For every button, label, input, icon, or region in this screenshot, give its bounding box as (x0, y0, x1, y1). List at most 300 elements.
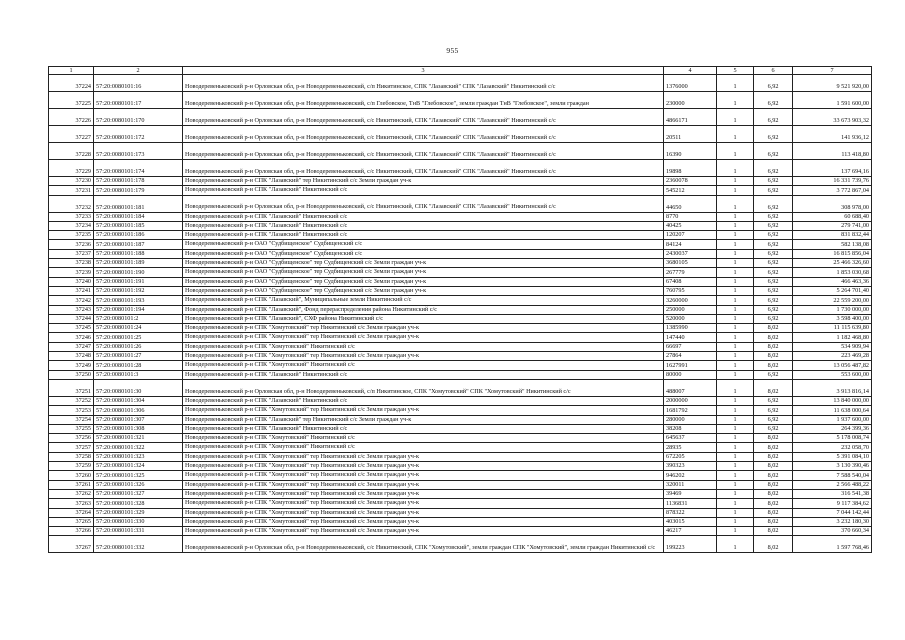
cadastral-number: 57:20:0080101:325 (94, 471, 183, 480)
cadastral-number: 57:20:0080101:330 (94, 517, 183, 526)
cadastral-value-cell: 223 469,28 (793, 352, 872, 361)
cadastral-value-cell: 1 937 600,00 (793, 415, 872, 424)
row-number: 37226 (49, 109, 94, 126)
rate-cell: 6,92 (754, 415, 793, 424)
rate-cell: 6,92 (754, 296, 793, 305)
table-row (49, 212, 872, 221)
count-cell: 1 (717, 277, 754, 286)
area-cell: 28935 (664, 443, 717, 452)
address-cell: Новодеревеньковский р-н ОАО "Судбищенское" тер Судбищенский с/с Земли граждан уч-к (183, 259, 664, 268)
cadastral-value-cell: 16 815 856,04 (793, 249, 872, 258)
row-number: 37241 (49, 286, 94, 295)
cadastral-value-cell: 553 600,00 (793, 370, 872, 379)
table-row (49, 177, 872, 186)
cadastral-number: 57:20:0080101:188 (94, 249, 183, 258)
row-number: 37224 (49, 75, 94, 92)
page-number: 955 (446, 46, 459, 55)
row-number: 37252 (49, 396, 94, 405)
count-cell: 1 (717, 160, 754, 177)
cadastral-number: 57:20:0080101:28 (94, 361, 183, 370)
rate-cell: 6,92 (754, 305, 793, 314)
area-cell: 84124 (664, 240, 717, 249)
rate-cell: 8,02 (754, 452, 793, 461)
cadastral-value-cell: 582 138,08 (793, 240, 872, 249)
table-row (49, 489, 872, 498)
table-row (49, 352, 872, 361)
count-cell: 1 (717, 379, 754, 396)
cadastral-value-cell: 5 178 008,74 (793, 434, 872, 443)
cadastral-value-cell: 13 840 000,00 (793, 396, 872, 405)
rate-cell: 6,92 (754, 406, 793, 415)
cadastral-number: 57:20:0080101:192 (94, 286, 183, 295)
cadastral-number: 57:20:0080101:2 (94, 314, 183, 323)
area-cell: 16390 (664, 143, 717, 160)
address-cell: Новодеревеньковский р-н СПК "Хомутовский" тер Никитинский с/с Земли граждан уч-к (183, 508, 664, 517)
cadastral-number: 57:20:0080101:186 (94, 231, 183, 240)
row-number: 37261 (49, 480, 94, 489)
rate-cell: 8,02 (754, 471, 793, 480)
cadastral-value-cell: 370 660,34 (793, 527, 872, 536)
count-cell: 1 (717, 333, 754, 342)
count-cell: 1 (717, 75, 754, 92)
area-cell: 946202 (664, 471, 717, 480)
table-row (49, 305, 872, 314)
rate-cell: 6,92 (754, 277, 793, 286)
row-number: 37234 (49, 221, 94, 230)
area-cell: 1376000 (664, 75, 717, 92)
table-row (49, 324, 872, 333)
column-header: 2 (94, 67, 183, 75)
rate-cell: 6,92 (754, 195, 793, 212)
cadastral-number: 57:20:0080101:172 (94, 126, 183, 143)
table-row (49, 231, 872, 240)
address-cell: Новодеревеньковский р-н Орловская обл, р-н Новодеревеньковский, с/с Никитинский, СПК "Лазавский" СПК "Лазавский" Никитинский с/с (183, 126, 664, 143)
count-cell: 1 (717, 177, 754, 186)
table-row (49, 424, 872, 433)
cadastral-value-cell: 232 058,70 (793, 443, 872, 452)
count-cell: 1 (717, 195, 754, 212)
address-cell: Новодеревеньковский р-н СПК "Хомутовский" тер Никитинский с/с Земли граждан уч-к (183, 489, 664, 498)
count-cell: 1 (717, 452, 754, 461)
address-cell: Новодеревеньковский р-н Орловская обл, р-н Новодеревеньковский, с/п Никитинское, СПК "Хомутовский" СПК "Хомутовский" Никитинский с/с (183, 379, 664, 396)
row-number: 37256 (49, 434, 94, 443)
count-cell: 1 (717, 443, 754, 452)
table-row (49, 480, 872, 489)
cadastral-value-cell: 1 853 030,68 (793, 268, 872, 277)
count-cell: 1 (717, 286, 754, 295)
address-cell: Новодеревеньковский р-н СПК "Лазавский" тер Никитинский с/с Земли граждан уч-к (183, 177, 664, 186)
row-number: 37247 (49, 342, 94, 351)
address-cell: Новодеревеньковский р-н СПК "Лазавский" Никитинский с/с (183, 231, 664, 240)
cadastral-number: 57:20:0080101:26 (94, 342, 183, 351)
cadastral-value-cell: 22 559 200,00 (793, 296, 872, 305)
address-cell: Новодеревеньковский р-н ОАО "Судбищенское" Судбищенский с/с (183, 249, 664, 258)
address-cell: Новодеревеньковский р-н СПК "Лазавский" Никитинский с/с (183, 221, 664, 230)
area-cell: 760795 (664, 286, 717, 295)
address-cell: Новодеревеньковский р-н ОАО "Судбищенское" тер Судбищенский с/с Земли граждан уч-к (183, 277, 664, 286)
table-row (49, 342, 872, 351)
cadastral-value-cell: 831 832,44 (793, 231, 872, 240)
row-number: 37227 (49, 126, 94, 143)
cadastral-number: 57:20:0080101:328 (94, 499, 183, 508)
cadastral-number: 57:20:0080101:185 (94, 221, 183, 230)
address-cell: Новодеревеньковский р-н СПК "Хомутовский" тер Никитинский с/с Земли граждан уч-к (183, 333, 664, 342)
row-number: 37254 (49, 415, 94, 424)
cadastral-value-cell: 5 264 701,40 (793, 286, 872, 295)
cadastral-value-cell: 25 466 326,60 (793, 259, 872, 268)
rate-cell: 8,02 (754, 443, 793, 452)
cadastral-value-cell: 264 399,36 (793, 424, 872, 433)
row-number: 37245 (49, 324, 94, 333)
address-cell: Новодеревеньковский р-н СПК "Лазавский" Никитинский с/с (183, 212, 664, 221)
count-cell: 1 (717, 143, 754, 160)
count-cell: 1 (717, 396, 754, 405)
cadastral-number: 57:20:0080101:3 (94, 370, 183, 379)
count-cell: 1 (717, 305, 754, 314)
row-number: 37253 (49, 406, 94, 415)
cadastral-number: 57:20:0080101:189 (94, 259, 183, 268)
area-cell: 120207 (664, 231, 717, 240)
cadastral-number: 57:20:0080101:323 (94, 452, 183, 461)
area-cell: 20511 (664, 126, 717, 143)
row-number: 37267 (49, 536, 94, 553)
area-cell: 199223 (664, 536, 717, 553)
cadastral-number: 57:20:0080101:17 (94, 92, 183, 109)
table-row (49, 277, 872, 286)
row-number: 37249 (49, 361, 94, 370)
rate-cell: 6,92 (754, 231, 793, 240)
address-cell: Новодеревеньковский р-н ОАО "Судбищенское" Судбищенский с/с (183, 240, 664, 249)
rate-cell: 6,92 (754, 249, 793, 258)
table-row (49, 499, 872, 508)
rate-cell: 6,92 (754, 212, 793, 221)
table-row (49, 268, 872, 277)
row-number: 37230 (49, 177, 94, 186)
cadastral-value-cell: 9 521 920,00 (793, 75, 872, 92)
area-cell: 1136831 (664, 499, 717, 508)
table-row (49, 259, 872, 268)
cadastral-number: 57:20:0080101:187 (94, 240, 183, 249)
area-cell: 403015 (664, 517, 717, 526)
area-cell: 488007 (664, 379, 717, 396)
rate-cell: 8,02 (754, 536, 793, 553)
area-cell: 3680105 (664, 259, 717, 268)
rate-cell: 6,92 (754, 286, 793, 295)
cadastral-number: 57:20:0080101:174 (94, 160, 183, 177)
count-cell: 1 (717, 471, 754, 480)
address-cell: Новодеревеньковский р-н СПК "Лазавский", СХФ района Никитинский с/с (183, 314, 664, 323)
cadastral-number: 57:20:0080101:25 (94, 333, 183, 342)
area-cell: 878322 (664, 508, 717, 517)
area-cell: 250000 (664, 305, 717, 314)
address-cell: Новодеревеньковский р-н СПК "Лазавский" Никитинский с/с (183, 424, 664, 433)
column-header: 7 (793, 67, 872, 75)
cadastral-number: 57:20:0080101:190 (94, 268, 183, 277)
cadastral-number: 57:20:0080101:194 (94, 305, 183, 314)
cadastral-value-cell: 3 232 180,30 (793, 517, 872, 526)
address-cell: Новодеревеньковский р-н Орловская обл, р-н Новодеревеньковский, с/с Никитинский, СПК "Хомутовский", земли граждан СПК "Хомутовский", земли граждан Никитинский с/с (183, 536, 664, 553)
count-cell: 1 (717, 212, 754, 221)
address-cell: Новодеревеньковский р-н Орловская обл, р-н Новодеревеньковский, с/с Никитинский, СПК "Лазавский" СПК "Лазавский" Никитинский с/с (183, 160, 664, 177)
row-number: 37264 (49, 508, 94, 517)
rate-cell: 6,92 (754, 424, 793, 433)
table-row (49, 452, 872, 461)
table-row (49, 126, 872, 143)
rate-cell: 8,02 (754, 342, 793, 351)
table-row (49, 333, 872, 342)
count-cell: 1 (717, 249, 754, 258)
row-number: 37237 (49, 249, 94, 258)
row-number: 37228 (49, 143, 94, 160)
cadastral-number: 57:20:0080101:304 (94, 396, 183, 405)
column-header: 5 (717, 67, 754, 75)
cadastral-number: 57:20:0080101:30 (94, 379, 183, 396)
area-cell: 2360078 (664, 177, 717, 186)
rate-cell: 8,02 (754, 333, 793, 342)
address-cell: Новодеревеньковский р-н ОАО "Судбищенское" тер Судбищенский с/с Земли граждан уч-к (183, 286, 664, 295)
cadastral-value-cell: 3 598 400,00 (793, 314, 872, 323)
cadastral-value-cell: 3 772 867,04 (793, 186, 872, 195)
address-cell: Новодеревеньковский р-н Орловская обл, р-н Новодеревеньковский, с/с Никитинский, СПК "Лазавский" СПК "Лазавский" Никитинский с/с (183, 109, 664, 126)
cadastral-number: 57:20:0080101:24 (94, 324, 183, 333)
row-number: 37231 (49, 186, 94, 195)
count-cell: 1 (717, 92, 754, 109)
row-number: 37240 (49, 277, 94, 286)
cadastral-number: 57:20:0080101:308 (94, 424, 183, 433)
table-row (49, 443, 872, 452)
rate-cell: 6,92 (754, 177, 793, 186)
address-cell: Новодеревеньковский р-н СПК "Хомутовский" Никитинский с/с (183, 342, 664, 351)
column-number-row (49, 67, 872, 75)
row-number: 37236 (49, 240, 94, 249)
rate-cell: 6,92 (754, 314, 793, 323)
rate-cell: 8,02 (754, 489, 793, 498)
table-row (49, 361, 872, 370)
rate-cell: 8,02 (754, 499, 793, 508)
area-cell: 320011 (664, 480, 717, 489)
area-cell: 147440 (664, 333, 717, 342)
count-cell: 1 (717, 508, 754, 517)
row-number: 37225 (49, 92, 94, 109)
rate-cell: 6,92 (754, 396, 793, 405)
row-number: 37260 (49, 471, 94, 480)
count-cell: 1 (717, 527, 754, 536)
address-cell: Новодеревеньковский р-н СПК "Хомутовский" тер Никитинский с/с Земли граждан уч-к (183, 406, 664, 415)
cadastral-value-cell: 2 566 488,22 (793, 480, 872, 489)
row-number: 37251 (49, 379, 94, 396)
area-cell: 27864 (664, 352, 717, 361)
area-cell: 4866171 (664, 109, 717, 126)
address-cell: Новодеревеньковский р-н СПК "Хомутовский" тер Никитинский с/с Земли граждан уч-к (183, 517, 664, 526)
cadastral-number: 57:20:0080101:179 (94, 186, 183, 195)
row-number: 37259 (49, 462, 94, 471)
area-cell: 545212 (664, 186, 717, 195)
cadastral-number: 57:20:0080101:331 (94, 527, 183, 536)
land-register-table (48, 66, 872, 553)
area-cell: 40425 (664, 221, 717, 230)
rate-cell: 8,02 (754, 352, 793, 361)
cadastral-number: 57:20:0080101:178 (94, 177, 183, 186)
rate-cell: 6,92 (754, 143, 793, 160)
row-number: 37246 (49, 333, 94, 342)
table-row (49, 517, 872, 526)
rate-cell: 6,92 (754, 370, 793, 379)
rate-cell: 6,92 (754, 109, 793, 126)
cadastral-value-cell: 13 056 487,82 (793, 361, 872, 370)
cadastral-value-cell: 316 541,38 (793, 489, 872, 498)
row-number: 37266 (49, 527, 94, 536)
count-cell: 1 (717, 186, 754, 195)
address-cell: Новодеревеньковский р-н СПК "Лазавский" Никитинский с/с (183, 186, 664, 195)
rate-cell: 6,92 (754, 75, 793, 92)
column-header: 4 (664, 67, 717, 75)
area-cell: 280000 (664, 415, 717, 424)
cadastral-value-cell: 137 694,16 (793, 160, 872, 177)
table-row (49, 314, 872, 323)
cadastral-value-cell: 308 978,00 (793, 195, 872, 212)
register-body (49, 75, 872, 553)
table-row (49, 370, 872, 379)
cadastral-value-cell: 1 730 000,00 (793, 305, 872, 314)
table-row (49, 471, 872, 480)
cadastral-number: 57:20:0080101:321 (94, 434, 183, 443)
column-header: 3 (183, 67, 664, 75)
rate-cell: 6,92 (754, 221, 793, 230)
address-cell: Новодеревеньковский р-н СПК "Хомутовский" тер Никитинский с/с Земли граждан уч-к (183, 527, 664, 536)
cadastral-number: 57:20:0080101:329 (94, 508, 183, 517)
row-number: 37233 (49, 212, 94, 221)
area-cell: 2000000 (664, 396, 717, 405)
address-cell: Новодеревеньковский р-н СПК "Хомутовский" тер Никитинский с/с Земли граждан уч-к (183, 324, 664, 333)
count-cell: 1 (717, 406, 754, 415)
table-row (49, 379, 872, 396)
cadastral-number: 57:20:0080101:170 (94, 109, 183, 126)
table-row (49, 221, 872, 230)
cadastral-value-cell: 7 044 142,44 (793, 508, 872, 517)
table-row (49, 527, 872, 536)
count-cell: 1 (717, 126, 754, 143)
rate-cell: 8,02 (754, 434, 793, 443)
rate-cell: 6,92 (754, 92, 793, 109)
count-cell: 1 (717, 517, 754, 526)
cadastral-number: 57:20:0080101:184 (94, 212, 183, 221)
count-cell: 1 (717, 536, 754, 553)
rate-cell: 6,92 (754, 259, 793, 268)
table-row (49, 508, 872, 517)
count-cell: 1 (717, 324, 754, 333)
address-cell: Новодеревеньковский р-н СПК "Хомутовский" Никитинский с/с (183, 361, 664, 370)
cadastral-value-cell: 5 391 084,10 (793, 452, 872, 461)
cadastral-value-cell: 16 331 739,76 (793, 177, 872, 186)
count-cell: 1 (717, 370, 754, 379)
row-number: 37235 (49, 231, 94, 240)
cadastral-value-cell: 3 913 816,14 (793, 379, 872, 396)
count-cell: 1 (717, 499, 754, 508)
rate-cell: 8,02 (754, 361, 793, 370)
row-number: 37258 (49, 452, 94, 461)
address-cell: Новодеревеньковский р-н СПК "Лазавский", Муниципальные земли Никитинский с/с (183, 296, 664, 305)
area-cell: 66697 (664, 342, 717, 351)
table-row (49, 286, 872, 295)
table-row (49, 160, 872, 177)
address-cell: Новодеревеньковский р-н СПК "Хомутовский" тер Никитинский с/с Земли граждан уч-к (183, 462, 664, 471)
cadastral-value-cell: 279 741,00 (793, 221, 872, 230)
table-row (49, 92, 872, 109)
cadastral-number: 57:20:0080101:16 (94, 75, 183, 92)
area-cell: 672205 (664, 452, 717, 461)
address-cell: Новодеревеньковский р-н СПК "Лазавский" Никитинский с/с (183, 370, 664, 379)
area-cell: 230000 (664, 92, 717, 109)
rate-cell: 6,92 (754, 268, 793, 277)
table-row (49, 240, 872, 249)
cadastral-value-cell: 3 130 390,46 (793, 462, 872, 471)
cadastral-value-cell: 1 182 468,80 (793, 333, 872, 342)
table-row (49, 536, 872, 553)
row-number: 37238 (49, 259, 94, 268)
area-cell: 80000 (664, 370, 717, 379)
count-cell: 1 (717, 314, 754, 323)
cadastral-value-cell: 1 591 600,00 (793, 92, 872, 109)
row-number: 37248 (49, 352, 94, 361)
count-cell: 1 (717, 361, 754, 370)
table-row (49, 186, 872, 195)
address-cell: Новодеревеньковский р-н СПК "Хомутовский" тер Никитинский с/с Земли граждан уч-к (183, 352, 664, 361)
address-cell: Новодеревеньковский р-н Орловская обл, р-н Новодеревеньковский, с/п Глебовское, ТнВ "Глебовское", земли граждан ТнВ "Глебовское", земли граждан (183, 92, 664, 109)
count-cell: 1 (717, 231, 754, 240)
row-number: 37232 (49, 195, 94, 212)
area-cell: 645637 (664, 434, 717, 443)
table-row (49, 415, 872, 424)
area-cell: 19898 (664, 160, 717, 177)
area-cell: 46217 (664, 527, 717, 536)
table-row (49, 434, 872, 443)
count-cell: 1 (717, 434, 754, 443)
area-cell: 1385990 (664, 324, 717, 333)
row-number: 37250 (49, 370, 94, 379)
cadastral-number: 57:20:0080101:322 (94, 443, 183, 452)
cadastral-number: 57:20:0080101:27 (94, 352, 183, 361)
row-number: 37239 (49, 268, 94, 277)
column-header: 6 (754, 67, 793, 75)
cadastral-number: 57:20:0080101:193 (94, 296, 183, 305)
count-cell: 1 (717, 489, 754, 498)
address-cell: Новодеревеньковский р-н СПК "Хомутовский" тер Никитинский с/с Земли граждан уч-к (183, 480, 664, 489)
count-cell: 1 (717, 480, 754, 489)
cadastral-number: 57:20:0080101:307 (94, 415, 183, 424)
count-cell: 1 (717, 268, 754, 277)
address-cell: Новодеревеньковский р-н СПК "Хомутовский" тер Никитинский с/с Земли граждан уч-к (183, 499, 664, 508)
rate-cell: 6,92 (754, 240, 793, 249)
cadastral-value-cell: 33 673 903,32 (793, 109, 872, 126)
table-row (49, 109, 872, 126)
area-cell: 3260000 (664, 296, 717, 305)
table-row (49, 296, 872, 305)
cadastral-number: 57:20:0080101:191 (94, 277, 183, 286)
row-number: 37255 (49, 424, 94, 433)
rate-cell: 8,02 (754, 517, 793, 526)
address-cell: Новодеревеньковский р-н Орловская обл, р-н Новодеревеньковский, с/с Никитинский, СПК "Лазавский" СПК "Лазавский" Никитинский с/с (183, 143, 664, 160)
count-cell: 1 (717, 221, 754, 230)
cadastral-value-cell: 9 117 384,62 (793, 499, 872, 508)
table-row (49, 406, 872, 415)
area-cell: 44650 (664, 195, 717, 212)
cadastral-value-cell: 11 638 000,64 (793, 406, 872, 415)
address-cell: Новодеревеньковский р-н СПК "Лазавский" тер Никитинский с/с Земли граждан уч-к (183, 415, 664, 424)
area-cell: 520000 (664, 314, 717, 323)
cadastral-value-cell: 1 597 768,46 (793, 536, 872, 553)
address-cell: Новодеревеньковский р-н СПК "Хомутовский" тер Никитинский с/с Земли граждан уч-к (183, 452, 664, 461)
row-number: 37262 (49, 489, 94, 498)
